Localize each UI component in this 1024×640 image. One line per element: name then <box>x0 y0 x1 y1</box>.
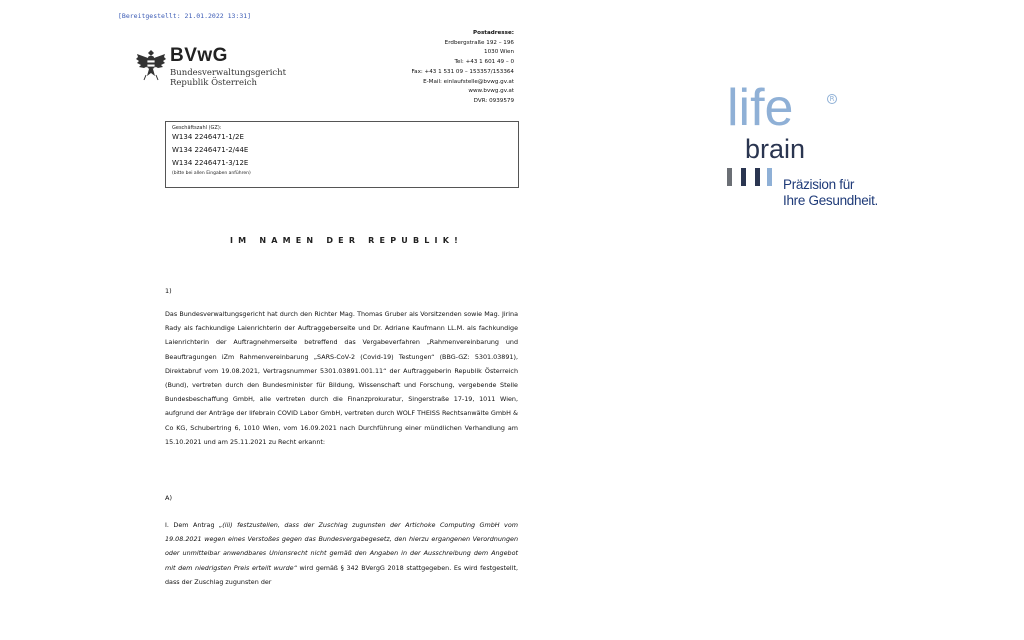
ruling-paragraph: Das Bundesverwaltungsgericht hat durch den Richter Mag. Thomas Gruber als Vorsitzenden sowie Mag. Jirina Rady als fachkundige Laienrichterin der Auftraggeberseite und Dr. Adriane Kaufmann LL.M. als fachkundige Laienrichterin der Auftragnehmerseite betreffend das Vergabeverfahren „Rahmenvereinbarung und Beauftragungen iZm Rahmenvereinbarung „SARS-CoV-2 (Covid-19) Testungen“ (BBG-GZ: 5301.03891), Direktabruf vom 19.08.2021, Vertragsnummer 5301.03891.001.11“ der Auftraggeberin Republik Österreich (Bund), vertreten durch den Bundesminister für Bildung, Wissenschaft und Forschung, vergebende Stelle Bundesbeschaffung GmbH, alle vertreten durch die Finanzprokuratur, Singerstraße 17-19, 1011 Wien, aufgrund der Anträge der lifebrain COVID Labor GmbH, vertreten durch WOLF THEISS Rechtsanwälte GmbH & Co KG, Schubertring 6, 1010 Wien, vom 16.09.2021 nach Durchführung einer mündlichen Verhandlung am 15.10.2021 und am 25.11.2021 zu Recht erkannt: <box>165 310 518 446</box>
section-number: 1) <box>165 287 172 295</box>
address-website: www.bvwg.gv.at <box>468 88 514 95</box>
address-street: Erdbergstraße 192 – 196 <box>444 39 514 46</box>
case-number-box <box>165 121 519 188</box>
decision-rest: wird gemäß § 342 BVergG 2018 stattgegeben. Es wird festgestellt, dass der Zuschlag zugunsten der <box>165 563 518 586</box>
lifebrain-logo <box>727 79 897 218</box>
case-number: W134 2246471-3/12E <box>172 159 249 167</box>
address-email: E-Mail: einlaufstelle@bvwg.gv.at <box>423 78 514 85</box>
eagle-icon <box>136 48 166 82</box>
tagline-line1: Präzision für <box>783 177 855 192</box>
decision-intro: I. Dem Antrag <box>165 521 219 529</box>
case-number: W134 2246471-2/44E <box>172 146 249 154</box>
postal-address <box>411 29 514 107</box>
tagline-line2: Ihre Gesundheit. <box>783 193 879 208</box>
provided-timestamp: [Bereitgestellt: 21.01.2022 13:31] <box>118 12 252 20</box>
lifebrain-tagline <box>783 177 878 209</box>
decision-paragraph <box>165 518 518 589</box>
lifebrain-life-wordmark: life <box>727 79 794 137</box>
address-phone: Tel: +43 1 601 49 – 0 <box>454 59 514 66</box>
address-city: 1030 Wien <box>484 49 514 56</box>
address-title: Postadresse: <box>473 30 514 36</box>
case-number-label: Geschäftszahl (GZ): <box>172 125 222 131</box>
logo-bar <box>767 168 772 186</box>
logo-bar <box>741 168 746 186</box>
decision-quoted-request: „(iii) festzustellen, dass der Zuschlag zugunsten der Artichoke Computing GmbH vom 19.08.2021 wegen eines Verstoßes gegen das Bundesvergabegesetz, den hierzu ergangenen Verordnungen oder unmittelbar anwendbares Unionsrecht nicht gemäß den Angaben in der Ausschreibung dem Angebot mit dem niedrigsten Preis erteilt wurde“ <box>165 521 518 572</box>
case-number-hint: (bitte bei allen Eingaben anführen) <box>172 171 251 176</box>
logo-bar <box>727 168 732 186</box>
address-dvr: DVR: 0939579 <box>473 97 514 104</box>
case-number: W134 2246471-1/2E <box>172 133 244 141</box>
document-heading: IM NAMEN DER REPUBLIK! <box>230 236 463 245</box>
section-a-label: A) <box>165 494 172 502</box>
court-country: Republik Österreich <box>170 78 257 88</box>
logo-bar <box>755 168 760 186</box>
registered-mark-icon: R <box>827 94 837 104</box>
court-name: Bundesverwaltungsgericht <box>170 68 287 78</box>
address-fax: Fax: +43 1 531 09 – 153357/153364 <box>411 68 514 75</box>
lifebrain-brain-wordmark: brain <box>745 134 806 164</box>
court-abbreviation: BVwG <box>170 45 228 66</box>
